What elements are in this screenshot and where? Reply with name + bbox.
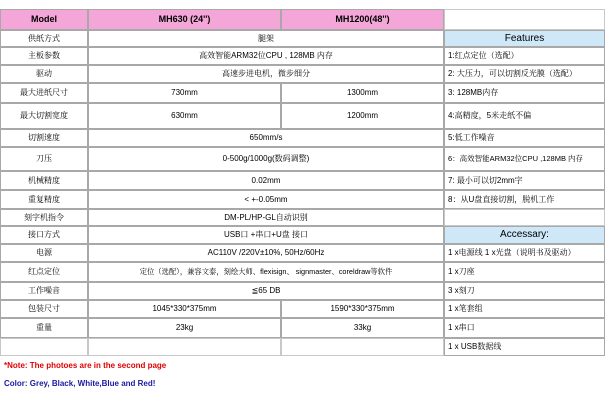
spec-label: 重量 [0,318,88,338]
spec-value: 650mm/s [88,129,444,147]
accessary-item: 1 x刀座 [444,262,605,282]
accessary-item: 3 x刻刀 [444,282,605,300]
spec-value: ≦65 DB [88,282,444,300]
spec-label: 工作噪音 [0,282,88,300]
header-mh1200: MH1200(48'') [281,9,444,30]
accessary-title: Accessary: [444,226,605,244]
spec-label: 主板参数 [0,47,88,65]
spec-value-mh1200: 1590*330*375mm [281,300,444,318]
spec-value: 腿架 [88,30,444,47]
blank-cell [444,209,605,226]
accessary-item: 1 x笔套组 [444,300,605,318]
spec-value-mh630: 23kg [88,318,281,338]
spec-label: 最大切割宽度 [0,103,88,129]
accessary-item: 1 x电源线 1 x光盘（说明书及驱动） [444,244,605,262]
spec-value: DM-PL/HP-GL自动识别 [88,209,444,226]
feature-item: 6：高效智能ARM32位CPU ,128MB 内存 [444,147,605,171]
feature-item: 4:高精度，5米走纸不偏 [444,103,605,129]
spec-value: USB口 +串口+U盘 接口 [88,226,444,244]
feature-item: 1:红点定位（选配） [444,47,605,65]
accessary-item: 1 x USB数据线 [444,338,605,356]
color-note-text: Color: Grey, Black, White,Blue and Red! [4,379,156,388]
header-blank-cell [444,9,605,30]
spec-value: < +-0.05mm [88,190,444,209]
feature-item: 2: 大压力，可以切割反光膜（选配） [444,65,605,83]
header-mh630: MH630 (24'') [88,9,281,30]
spec-label: 切割速度 [0,129,88,147]
feature-item: 7: 最小可以切2mm字 [444,171,605,190]
spec-label: 刀压 [0,147,88,171]
spec-value-mh630: 630mm [88,103,281,129]
spec-value: 高效智能ARM32位CPU , 128MB 内存 [88,47,444,65]
spec-label: 最大进纸尺寸 [0,83,88,103]
feature-item: 5:低工作噪音 [444,129,605,147]
spec-label: 机械精度 [0,171,88,190]
feature-item: 3: 128MB内存 [444,83,605,103]
blank-cell [281,338,444,356]
note-text: *Note: The photoes are in the second page [4,361,167,370]
spec-label: 接口方式 [0,226,88,244]
spec-label: 电源 [0,244,88,262]
spec-label: 刻字机指令 [0,209,88,226]
spec-value: 0-500g/1000g(数码调整) [88,147,444,171]
features-title: Features [444,30,605,47]
spec-value: AC110V /220V±10%, 50Hz/60Hz [88,244,444,262]
accessary-item: 1 x串口 [444,318,605,338]
spec-label: 包装尺寸 [0,300,88,318]
spec-label: 供纸方式 [0,30,88,47]
spec-label: 驱动 [0,65,88,83]
spec-value-mh1200: 1200mm [281,103,444,129]
spec-value-mh1200: 1300mm [281,83,444,103]
spec-value-mh1200: 33kg [281,318,444,338]
spec-value: 定位（选配），兼容文泰，刻绘大师、flexisign、 signmaster、coreldraw等软件 [88,262,444,282]
spec-value-mh630: 730mm [88,83,281,103]
spec-value: 0.02mm [88,171,444,190]
feature-item: 8：从U盘直接切割，脱机工作 [444,190,605,209]
spec-value: 高速步进电机，微步细分 [88,65,444,83]
blank-cell [88,338,281,356]
spec-label: 红点定位 [0,262,88,282]
blank-cell [0,338,88,356]
header-model: Model [0,9,88,30]
spec-value-mh630: 1045*330*375mm [88,300,281,318]
spec-label: 重复精度 [0,190,88,209]
